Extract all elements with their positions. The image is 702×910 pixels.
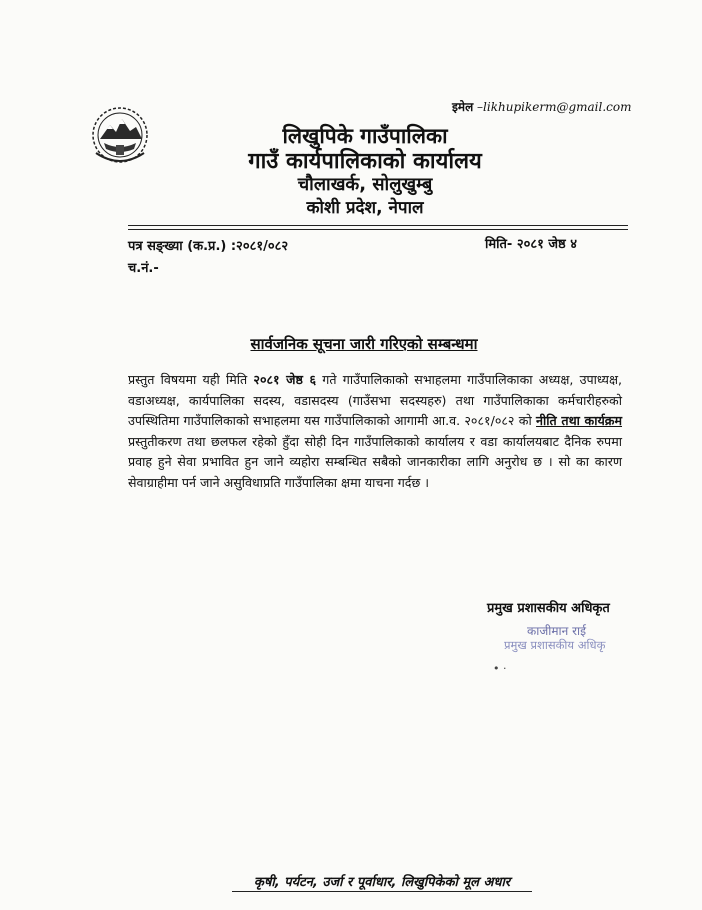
province-country: कोशी प्रदेश, नेपाल <box>306 198 424 218</box>
stamp-name: काजीमान राई <box>527 624 587 638</box>
body-text-1: प्रस्तुत विषयमा यही मिति <box>128 372 254 387</box>
signatory-title: प्रमुख प्रशासकीय अधिकृत <box>487 601 610 616</box>
body-text-3: प्रस्तुतीकरण तथा छलफल रहेको हुँदा सोही दिन गाउँपालिकाको कार्यालय र वडा कार्यालयबाट दैनिक रुपमा प्रवाह हुने सेवा प्रभावित हुन जाने व्यहोरा सम्बन्धित सबैको जानकारीका लागि अनुरोध छ । सो का कारण सेवाग्राहीमा पर्न जाने असुविधाप्रति गाउँपालिका क्षमा याचना गर्दछ । <box>128 433 622 490</box>
header-divider-top <box>128 225 628 226</box>
email-label: इमेल <box>452 100 474 114</box>
subject-heading: सार्वजनिक सूचना जारी गरिएको सम्बन्धमा <box>250 335 478 353</box>
footer-underline <box>232 891 532 892</box>
header-divider-bottom <box>128 229 628 230</box>
email-address[interactable]: –likhupikerm@gmail.com <box>477 100 632 114</box>
footer-slogan: कृषी, पर्यटन, उर्जा र पूर्वाधार, लिखुपिकेको मूल अधार <box>253 875 511 890</box>
stamp-title: प्रमुख प्रशासकीय अधिकृ <box>504 638 606 652</box>
reference-number: पत्र सङ्ख्या (क.प्र.) :२०८१/०८२ <box>128 239 289 254</box>
body-text-2: गते गाउँपालिकाको सभाहलमा गाउँपालिकाका अध्यक्ष, उपाध्यक्ष, वडाअध्यक्ष, कार्यपालिका सदस्य, वडासदस्य (गाउँसभा सदस्यहरु) तथा गाउँपालिकाका कर्मचारीहरुको उपस्थितिमा गाउँपालिकाको सभाहलमा यस गाउँपालिकाको आगामी आ.व. २०८१/०८२ को <box>128 372 622 428</box>
office-address: चौलाखर्क, सोलुखुम्बु <box>297 174 433 195</box>
signature-mark: • · <box>493 662 507 675</box>
email-line <box>452 98 632 115</box>
municipality-name: लिखुपिके गाउँपालिका <box>282 124 448 148</box>
body-policy-bold: नीति तथा कार्यक्रम <box>536 413 623 428</box>
body-date-bold: २०८१ जेष्ठ ६ <box>253 372 317 387</box>
office-name: गाउँ कार्यपालिकाको कार्यालय <box>248 149 482 174</box>
letter-date: मिति- २०८१ जेष्ठ ४ <box>485 237 577 252</box>
dispatch-number: च.नं.- <box>128 261 159 276</box>
body-paragraph <box>128 370 622 493</box>
